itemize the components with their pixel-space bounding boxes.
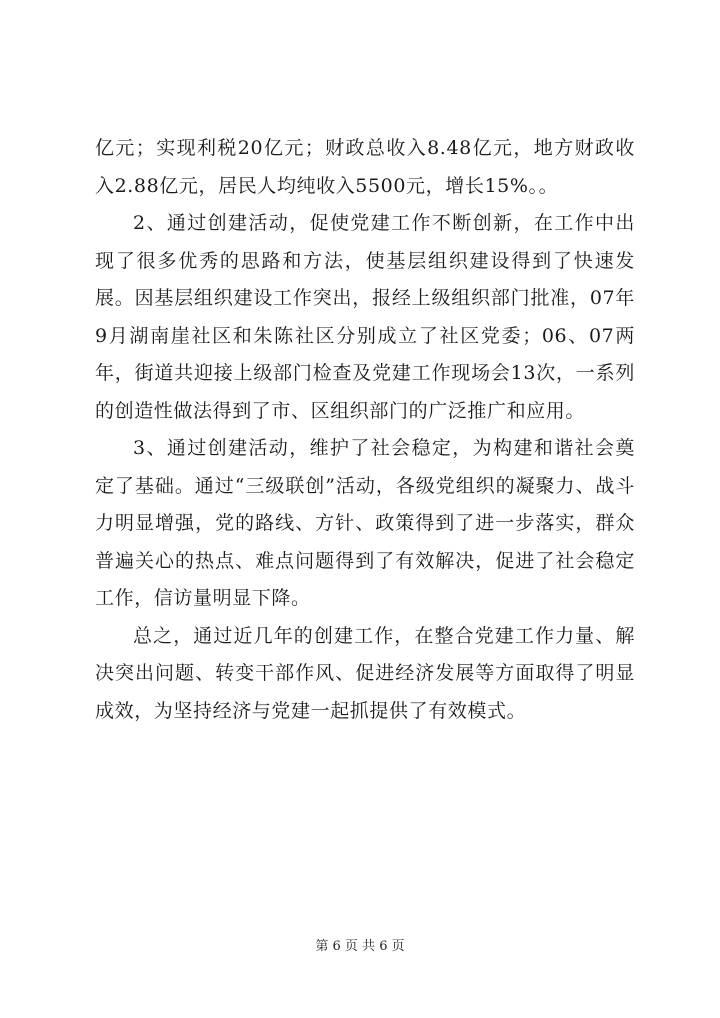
page-number-footer: 第 6 页 共 6 页 (315, 939, 405, 954)
paragraph-continuation: 亿元；实现利税20亿元；财政总收入8.48亿元，地方财政收入2.88亿元，居民人均纯收入5500元，增长15%。。 (95, 137, 635, 197)
paragraph-item-2: 2、通过创建活动，促使党建工作不断创新，在工作中出现了很多优秀的思路和方法，使基层组织建设得到了快速发展。因基层组织建设工作突出，报经上级组织部门批准，07年9月湖南崖社区和朱陈社区分别成立了社区党委；06、07两年，街道共迎接上级部门检查及党建工作现场会13次，一系列的创造性做法得到了市、区组织部门的广泛推广和应用。 (95, 212, 635, 422)
document-body (95, 130, 635, 730)
paragraph-item-3: 3、通过创建活动，维护了社会稳定，为构建和谐社会奠定了基础。通过“三级联创”活动，各级党组织的凝聚力、战斗力明显增强，党的路线、方针、政策得到了进一步落实，群众普遍关心的热点、难点问题得到了有效解决，促进了社会稳定工作，信访量明显下降。 (95, 437, 635, 609)
paragraph-summary: 总之，通过近几年的创建工作，在整合党建工作力量、解决突出问题、转变干部作风、促进经济发展等方面取得了明显成效，为坚持经济与党建一起抓提供了有效模式。 (95, 624, 635, 722)
